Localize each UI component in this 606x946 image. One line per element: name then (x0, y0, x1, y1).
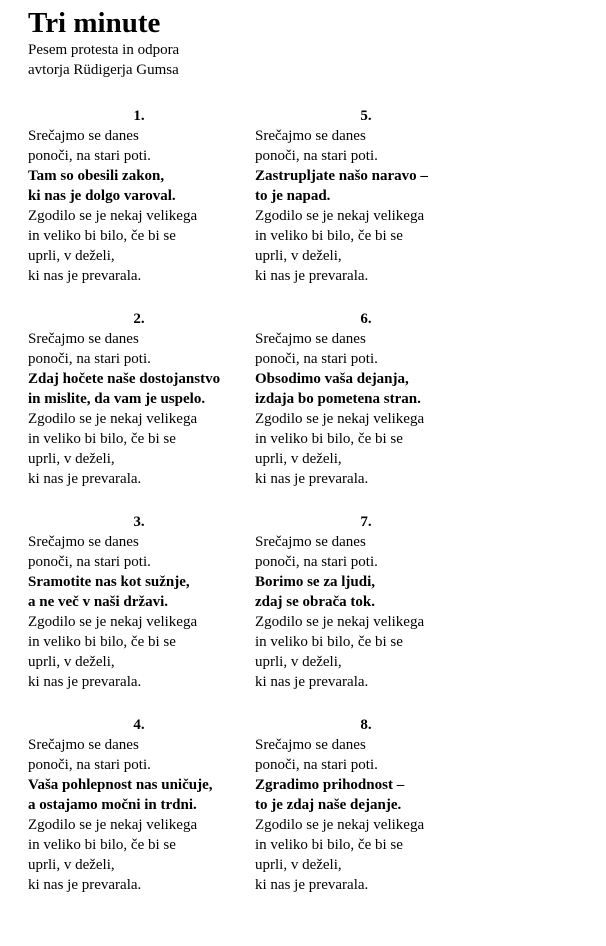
stanza-number: 5. (360, 108, 372, 124)
stanza-line-bold: Zgradimo prihodnost – (255, 777, 405, 793)
stanza-line: ponoči, na stari poti. (255, 554, 378, 570)
stanza-line: uprli, v deželi, (255, 451, 342, 467)
stanza-number: 2. (133, 311, 145, 327)
stanza-line: Srečajmo se danes (28, 128, 139, 144)
stanza-line-bold: zdaj se obrača tok. (255, 594, 375, 610)
stanza-line: Zgodilo se je nekaj velikega (255, 817, 425, 833)
stanza-line: Srečajmo se danes (255, 331, 366, 347)
stanza-line: ki nas je prevarala. (28, 471, 142, 487)
stanza-line: uprli, v deželi, (28, 654, 115, 670)
stanza-number: 1. (133, 108, 145, 124)
stanza-number: 6. (360, 311, 372, 327)
stanza-3 (28, 512, 248, 692)
stanza-line: uprli, v deželi, (28, 451, 115, 467)
stanza-line-bold: Obsodimo vaša dejanja, (255, 371, 409, 387)
subtitle-line: avtorja Rüdigerja Gumsa (28, 62, 179, 78)
stanza-line-bold: a ne več v naši državi. (28, 594, 168, 610)
stanza-line-bold: Zastrupljate našo naravo – (255, 168, 428, 184)
stanza-line: in veliko bi bilo, če bi se (28, 634, 176, 650)
stanza-2 (28, 309, 248, 489)
stanza-line: in veliko bi bilo, če bi se (28, 837, 176, 853)
stanza-line: ki nas je prevarala. (255, 674, 369, 690)
stanza-line: in veliko bi bilo, če bi se (255, 837, 403, 853)
stanza-line: ponoči, na stari poti. (28, 757, 151, 773)
stanza-line: uprli, v deželi, (28, 857, 115, 873)
stanza-line: Srečajmo se danes (28, 331, 139, 347)
stanza-line: uprli, v deželi, (255, 857, 342, 873)
stanza-line: Zgodilo se je nekaj velikega (255, 411, 425, 427)
stanza-line-bold: to je zdaj naše dejanje. (255, 797, 402, 813)
stanza-5 (255, 106, 475, 286)
stanza-line: ponoči, na stari poti. (28, 148, 151, 164)
stanza-line: Srečajmo se danes (255, 737, 366, 753)
stanza-line: uprli, v deželi, (28, 248, 115, 264)
stanza-line-bold: ki nas je dolgo varoval. (28, 188, 176, 204)
document (28, 6, 588, 893)
stanza-line: ponoči, na stari poti. (28, 554, 151, 570)
stanza-line: Srečajmo se danes (28, 534, 139, 550)
stanza-6 (255, 309, 475, 489)
subtitle (28, 40, 588, 80)
stanza-line: ki nas je prevarala. (255, 268, 369, 284)
stanza-line-bold: a ostajamo močni in trdni. (28, 797, 197, 813)
stanza-number: 8. (360, 717, 372, 733)
stanza-line: in veliko bi bilo, če bi se (255, 431, 403, 447)
stanza-line: ponoči, na stari poti. (255, 757, 378, 773)
stanza-line: Zgodilo se je nekaj velikega (28, 208, 198, 224)
stanza-line: ki nas je prevarala. (28, 674, 142, 690)
stanza-line-bold: to je napad. (255, 188, 331, 204)
stanza-line-bold: Vaša pohlepnost nas uničuje, (28, 777, 213, 793)
stanza-line: in veliko bi bilo, če bi se (28, 431, 176, 447)
stanza-number: 4. (133, 717, 145, 733)
stanza-line: ki nas je prevarala. (255, 877, 369, 893)
stanza-line: Srečajmo se danes (255, 534, 366, 550)
stanza-number: 3. (133, 514, 145, 530)
stanza-line: uprli, v deželi, (255, 654, 342, 670)
subtitle-line: Pesem protesta in odpora (28, 42, 180, 58)
stanza-line: Zgodilo se je nekaj velikega (255, 208, 425, 224)
stanza-line: in veliko bi bilo, če bi se (28, 228, 176, 244)
stanza-line-bold: Sramotite nas kot sužnje, (28, 574, 190, 590)
stanza-1 (28, 106, 248, 286)
stanza-4 (28, 715, 248, 895)
stanza-line: Srečajmo se danes (255, 128, 366, 144)
stanza-8 (255, 715, 475, 895)
stanza-line-bold: in mislite, da vam je uspelo. (28, 391, 206, 407)
stanza-number: 7. (360, 514, 372, 530)
stanza-line: in veliko bi bilo, če bi se (255, 228, 403, 244)
stanza-line: in veliko bi bilo, če bi se (255, 634, 403, 650)
stanza-line: Zgodilo se je nekaj velikega (28, 614, 198, 630)
stanza-line: uprli, v deželi, (255, 248, 342, 264)
stanza-line-bold: izdaja bo pometena stran. (255, 391, 421, 407)
stanza-line: ki nas je prevarala. (28, 268, 142, 284)
stanza-line: Zgodilo se je nekaj velikega (28, 817, 198, 833)
stanza-line: Zgodilo se je nekaj velikega (28, 411, 198, 427)
stanza-line-bold: Zdaj hočete naše dostojanstvo (28, 371, 221, 387)
stanza-7 (255, 512, 475, 692)
stanza-line-bold: Borimo se za ljudi, (255, 574, 375, 590)
page-title: Tri minute (28, 7, 161, 39)
stanza-line: Zgodilo se je nekaj velikega (255, 614, 425, 630)
stanza-line: ponoči, na stari poti. (255, 351, 378, 367)
stanza-line: ponoči, na stari poti. (28, 351, 151, 367)
stanza-line: ki nas je prevarala. (255, 471, 369, 487)
stanza-line: Srečajmo se danes (28, 737, 139, 753)
stanza-line: ponoči, na stari poti. (255, 148, 378, 164)
stanza-line-bold: Tam so obesili zakon, (28, 168, 165, 184)
stanza-line: ki nas je prevarala. (28, 877, 142, 893)
